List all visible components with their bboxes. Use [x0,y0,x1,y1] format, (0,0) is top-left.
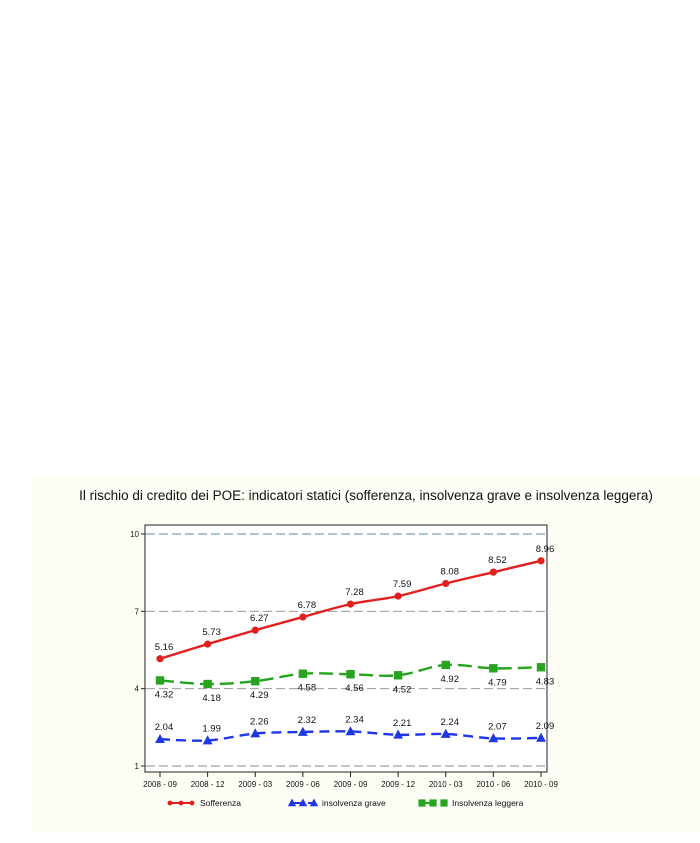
marker-square [442,661,450,669]
data-label: 8.08 [440,566,459,578]
x-tick-label: 2009 - 06 [285,780,320,789]
marker-circle [168,801,173,806]
marker-circle [395,593,402,600]
marker-circle [190,801,195,806]
marker-circle [299,613,306,620]
data-label: 4.83 [535,676,555,688]
marker-square [394,671,402,679]
marker-square [537,663,545,671]
x-tick-label: 2010 - 06 [476,780,511,789]
data-label: 4.58 [297,682,317,694]
y-tick-label: 4 [134,684,139,694]
data-label: 2.04 [154,722,174,734]
legend-label: Insolvenza leggera [452,798,524,808]
data-label: 2.24 [440,717,459,729]
marker-square [429,799,436,806]
data-label: 4.56 [345,683,364,695]
y-tick-label: 1 [134,762,139,771]
x-tick-label: 2009 - 09 [333,780,368,789]
chart-title: Il rischio di credito dei POE: indicatori statici (sofferenza, insolvenza grave e insolvenza leggera) [79,488,653,503]
marker-square [346,670,354,678]
data-label: 1.99 [202,723,221,735]
data-label: 8.96 [535,543,555,555]
legend-item [418,798,523,808]
marker-circle [347,601,354,608]
marker-circle [490,569,497,576]
marker-square [440,799,447,806]
y-tick-label: 7 [134,607,139,617]
marker-circle [537,557,544,564]
marker-square [156,676,164,684]
x-tick-label: 2010 - 09 [524,780,558,789]
data-label: 5.16 [154,641,174,653]
data-label: 6.78 [297,600,317,612]
data-label: 4.52 [392,684,412,696]
marker-square [418,799,425,806]
data-label: 2.26 [250,716,269,728]
data-label: 4.32 [154,689,174,701]
data-label: 2.32 [297,714,317,726]
data-label: 4.18 [202,693,221,705]
data-label: 2.21 [392,717,412,729]
legend-label: insolvenza grave [322,798,386,808]
x-tick-label: 2008 - 09 [143,780,177,789]
x-tick-label: 2008 - 12 [190,780,225,789]
data-label: 4.92 [440,673,459,685]
x-tick-label: 2010 - 03 [428,780,463,789]
data-label: 2.09 [535,720,555,732]
data-label: 6.27 [250,613,269,625]
data-label: 4.79 [488,677,507,689]
data-label: 7.28 [345,587,364,599]
data-label: 2.07 [488,721,507,733]
marker-circle [156,655,163,662]
data-label: 7.59 [392,579,412,591]
data-label: 5.73 [202,627,221,639]
marker-circle [252,627,259,634]
marker-square [203,680,211,688]
data-label: 4.29 [250,690,269,702]
legend-item [288,798,386,808]
data-label: 2.34 [345,714,364,726]
marker-circle [442,580,449,587]
marker-circle [204,640,211,647]
x-tick-label: 2009 - 12 [381,780,416,789]
legend-label: Sofferenza [200,798,241,808]
marker-circle [179,801,184,806]
marker-square [299,670,307,678]
legend-item [168,798,242,808]
y-tick-label: 10 [130,530,139,539]
x-tick-label: 2009 - 03 [238,780,273,789]
data-label: 8.52 [488,555,507,567]
marker-square [251,677,259,685]
marker-square [489,664,497,672]
